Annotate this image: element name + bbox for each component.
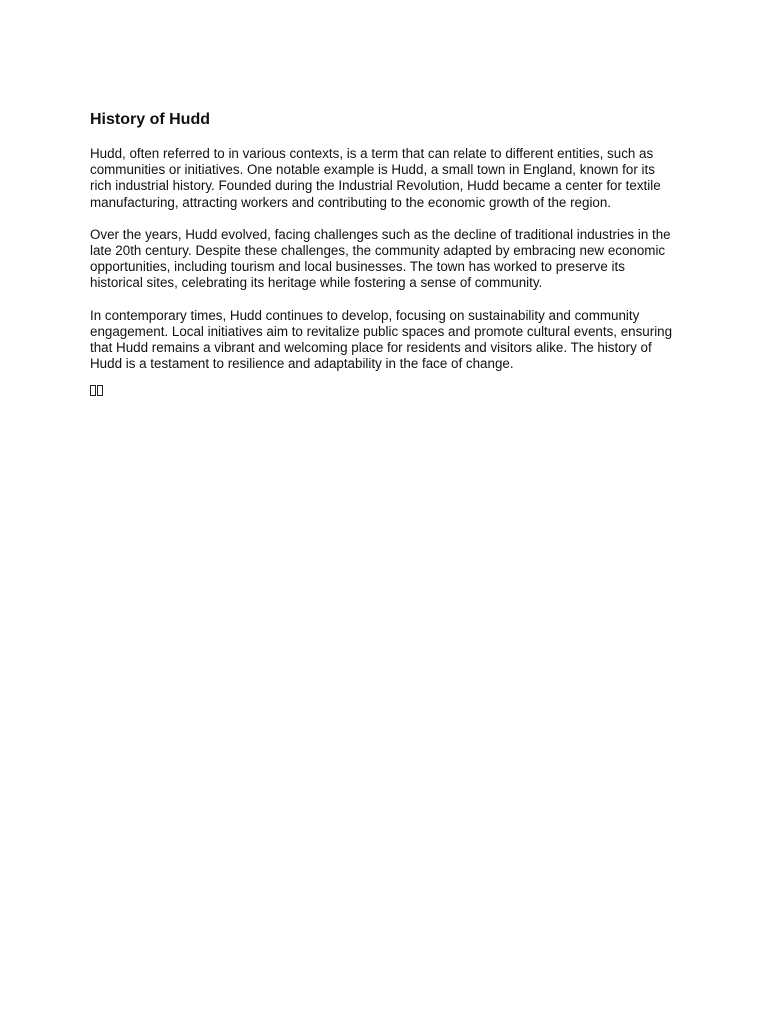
missing-glyph-boxes [90, 385, 680, 396]
paragraph-1: Hudd, often referred to in various contexts, is a term that can relate to different entities, such as communities or initiatives. One notable example is Hudd, a small town in England, known for its rich industrial history. Founded during the Industrial Revolution, Hudd became a center for textile manufacturing, attracting workers and contributing to the economic growth of the region. [90, 146, 661, 210]
paragraph-2: Over the years, Hudd evolved, facing challenges such as the decline of traditional industries in the late 20th century. Despite these challenges, the community adapted by embracing new economic opportunities, including tourism and local businesses. The town has worked to preserve its historical sites, celebrating its heritage while fostering a sense of community. [90, 226, 671, 291]
document-body [90, 110, 680, 396]
paragraph-3: In contemporary times, Hudd continues to develop, focusing on sustainability and community engagement. Local initiatives aim to revitalize public spaces and promote cultural events, ensuring that Hudd remains a vibrant and welcoming place for residents and visitors alike. The history of Hudd is a testament to resilience and adaptability in the face of change. [90, 307, 673, 372]
document-title: History of Hudd [90, 111, 210, 128]
missing-glyph-icon [97, 385, 103, 396]
missing-glyph-icon [90, 385, 96, 396]
